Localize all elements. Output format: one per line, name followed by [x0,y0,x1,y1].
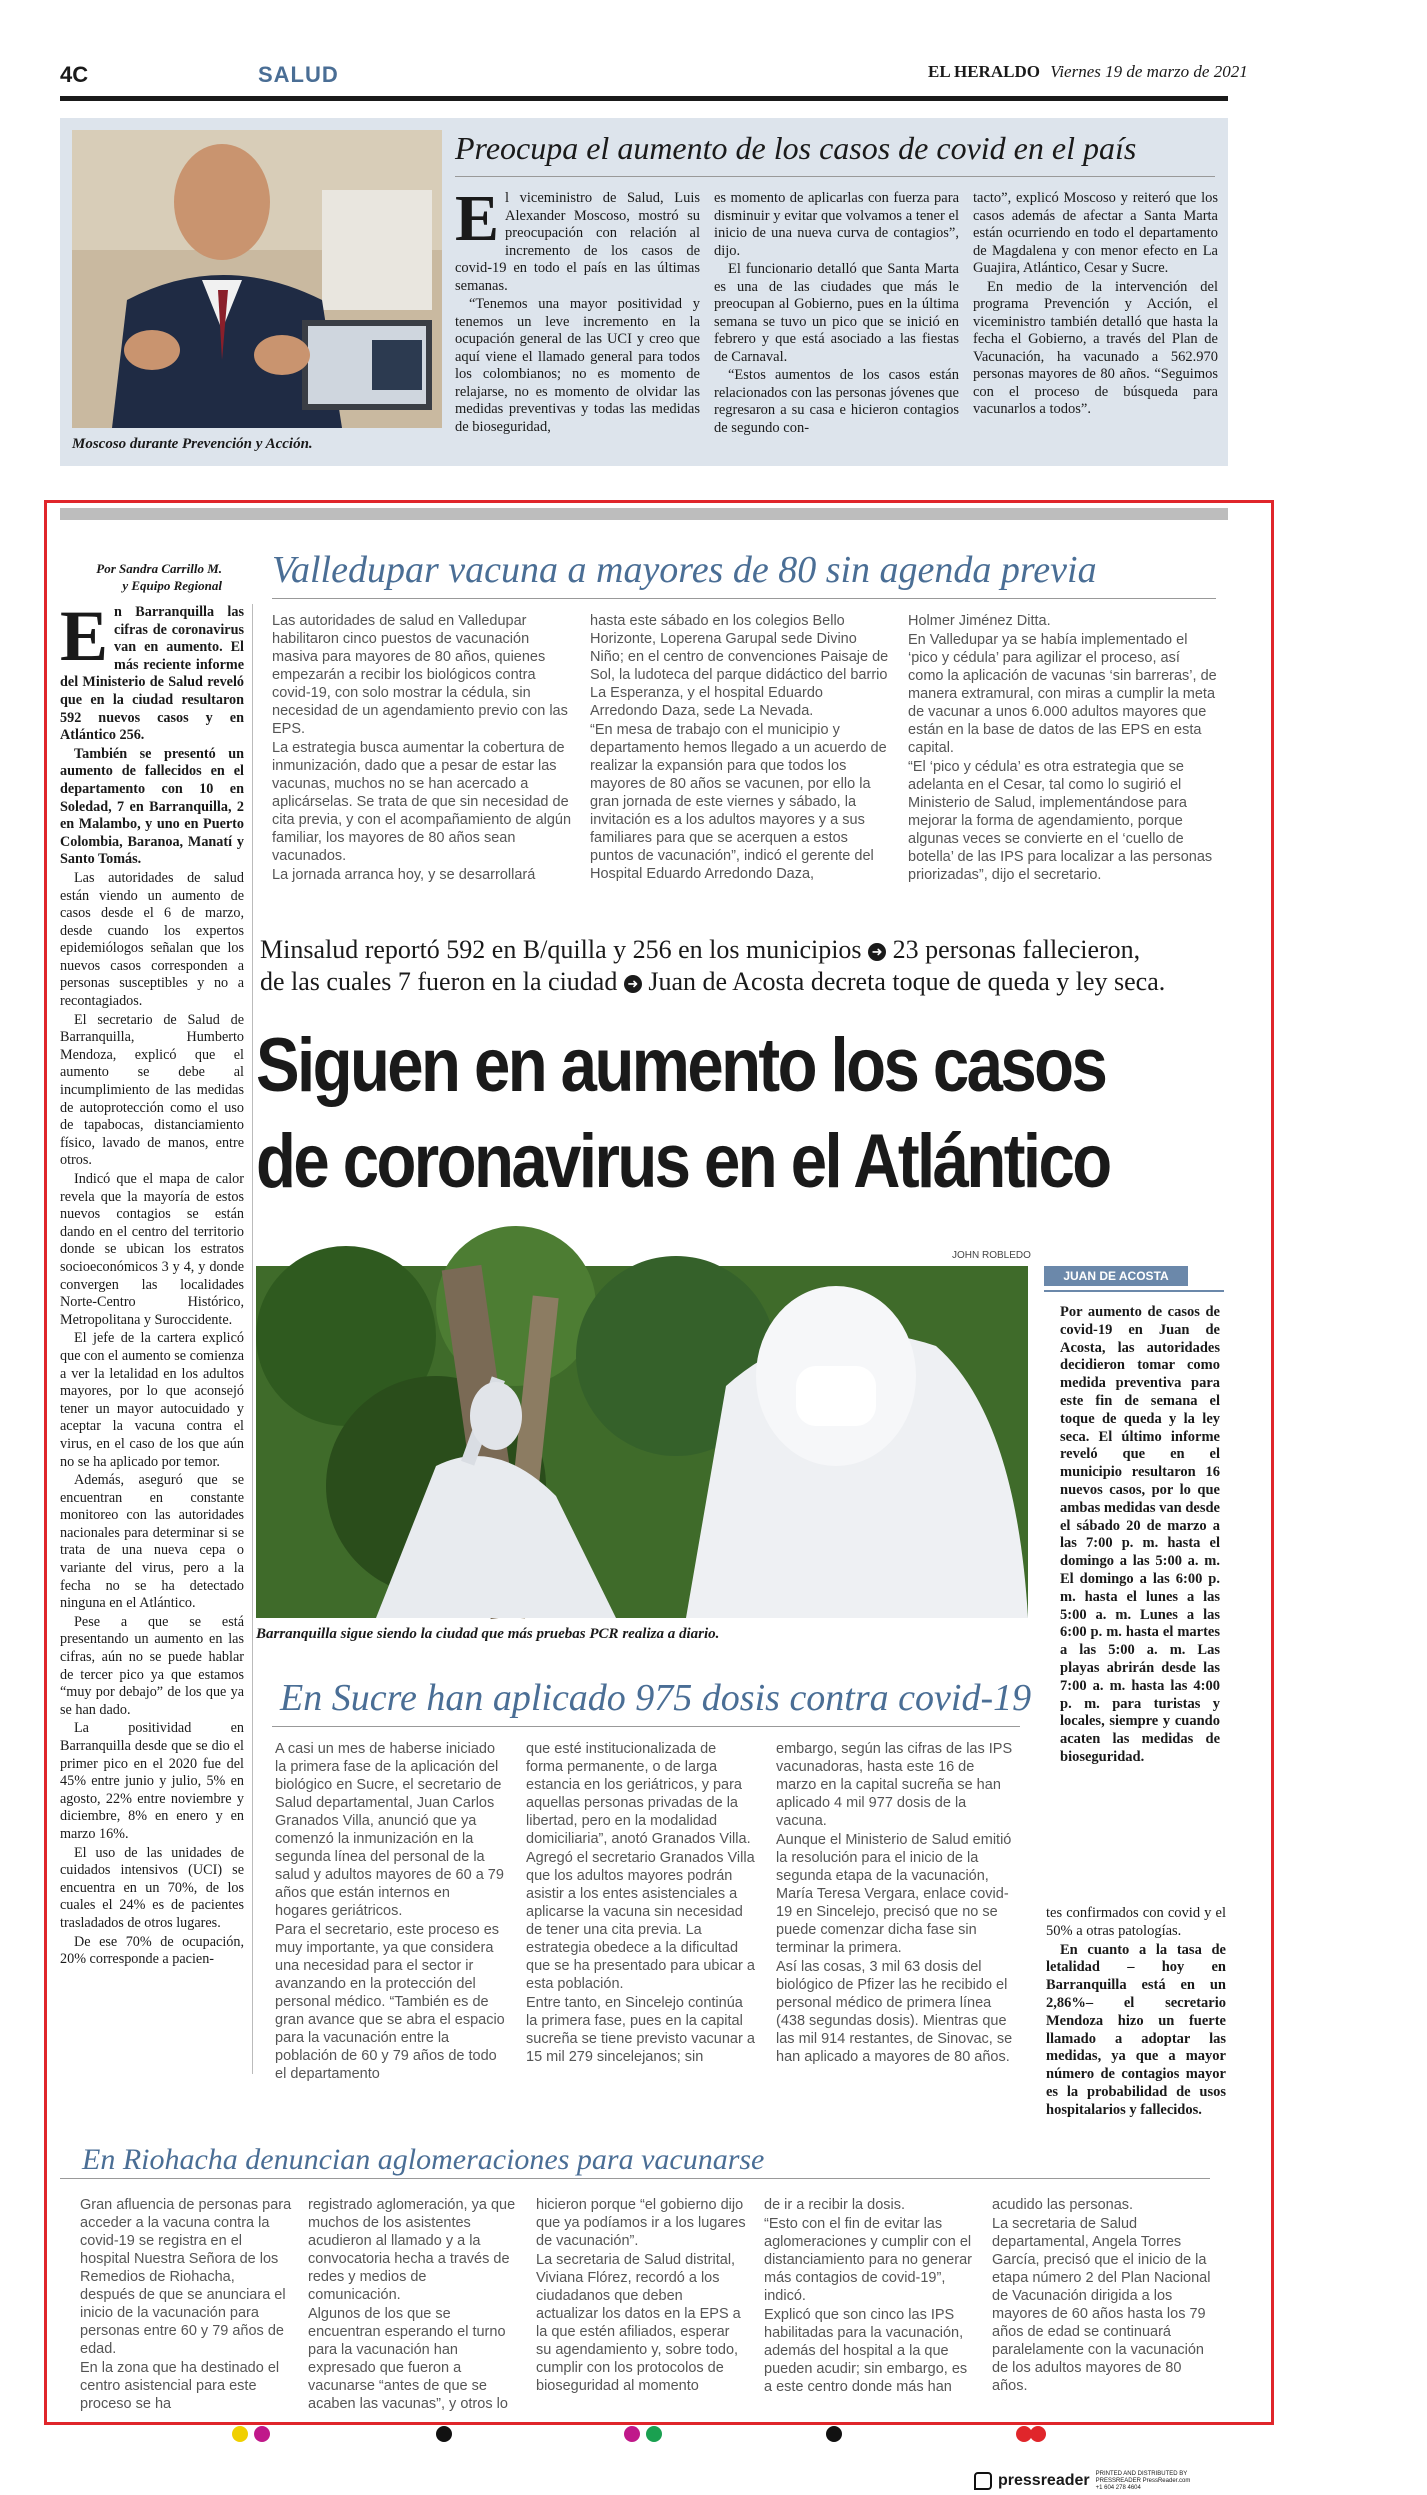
top-paragraph: “Estos aumentos de los casos están relacionados con las personas jóvenes que regresaron a su casa e hicieron contagios de segundo con- [714,367,959,436]
article-paragraph: El uso de las unidades de cuidados intensivos (UCI) se encuentra en un 70%, de los cuales el 24% es de pacientes trasladados de otros lugares. [60,1844,244,1931]
headline-line-1: Siguen en aumento los casos [256,1023,1106,1108]
sucre-paragraph: Para el secretario, este proceso es muy importante, ya que considera una necesidad para el sector ir avanzando en la protección del personal médico. “También es de gran avance que se abra el espacio para la vacunación entre la población de 60 y 79 años de todo el departamento [275,1922,505,2082]
pressreader-brand: pressreader [998,2472,1090,2489]
article-paragraph: La positividad en Barranquilla desde que se dio el primer pico en el 2020 fue del 45% entre junio y julio, 5% en agosto, 22% entre noviembre y diciembre, 8% en enero y en marzo 16%. [60,1720,244,1842]
article-paragraph: El jefe de la cartera explicó que con el aumento se comienza a ver la letalidad en los adultos mayores, por lo que aconsejó tener un mayor autocuidado y aceptar la vacuna contra el virus, en el caso de los que aún no se ha aplicado por temor. [60,1330,244,1470]
headline-line-2: de coronavirus en el Atlántico [256,1119,1110,1204]
right-continuation [1046,1905,1226,2118]
lead-paragraph: n Barranquilla las cifras de coronavirus van en aumento. El más reciente informe del Ministerio de Salud reveló que en la ciudad resultaron 592 nuevos casos y en Atlántico 256. [60,604,244,744]
section-bar [60,508,1228,520]
article-paragraph: Además, aseguró que se encuentran en constante monitoreo con las autoridades nacionales para determinar si se trata de una nueva cepa o variante del virus, pero a la fecha no se ha detectado ninguna en el Atlántico. [60,1472,244,1612]
sucre-paragraph: embargo, según las cifras de las IPS vacunadoras, hasta este 16 de marzo en la capital sucreña se han aplicado 4 mil 977 dosis de la vacuna. [776,1741,1013,1829]
valledupar-rule [272,598,1216,599]
riohacha-col4 [764,2196,976,2408]
riohacha-paragraph: Gran afluencia de personas para acceder a la vacuna contra la covid-19 se registra en el hospital Nuestra Señora de los Remedios de Riohacha, después de que se anunciara el inicio de la vacunación para personas entre 60 y 79 años de edad. [80,2197,292,2357]
sucre-paragraph: que esté institucionalizada de forma permanente, o de larga estancia en los geriátricos, y para aquellas personas privadas de la libertad, pero en la modalidad domiciliaria”, anotó Granados Villa. [526,1741,751,1847]
sucre-col1 [275,1740,505,2110]
riohacha-paragraph: En la zona que ha destinado el centro asistencial para este proceso se ha [80,2360,280,2412]
top-story-col3 [973,190,1218,460]
valledupar-paragraph: Holmer Jiménez Ditta. [908,613,1051,629]
valledupar-title: Valledupar vacuna a mayores de 80 sin agenda previa [272,549,1097,591]
top-paragraph: El funcionario detalló que Santa Marta es una de las ciudades que más le preocupan al Gobierno, pues en la última semana se tuvo un pico que se inició en febrero y que está asociado a las fiestas de Carnaval. [714,261,959,365]
deck-line-1 [260,934,1165,966]
riohacha-col2 [308,2196,520,2412]
top-story-col2 [714,190,959,460]
article-paragraph: El secretario de Salud de Barranquilla, Humberto Mendoza, explicó que el aumento se debe al incumplimiento de las medidas de autoprotección como el uso de tapabocas, distanciamiento físico, lavado de manos, entre otros. [60,1011,244,1169]
top-paragraph: l viceministro de Salud, Luis Alexander Moscoso, mostró su preocupación con relación al incremento de los casos de covid-19 en todo el país en las últimas semanas. [455,190,700,294]
registration-mark-icon [624,2426,640,2442]
riohacha-rule [60,2178,1210,2179]
issue-date: Viernes 19 de marzo de 2021 [1050,62,1248,81]
registration-mark-icon [826,2426,842,2442]
valledupar-paragraph: Las autoridades de salud en Valledupar habilitaron cinco puestos de vacunación masiva para mayores de 80 años, quienes empezarán a recibir los biológicos contra covid-19, con solo mostrar la cédula, sin necesidad de un agendamiento previo con las EPS. [272,613,568,737]
article-paragraph: tes confirmados con covid y el 50% a otras patologías. [1046,1905,1226,1939]
column-divider [252,604,253,2074]
article-paragraph: Indicó que el mapa de calor revela que la mayoría de estos nuevos contagios se están dando en el centro del territorio donde se ubican los estratos socioeconómicos 3 y 4, y donde convergen las localidades Norte-Centro Histórico, Metropolitana y Suroccidente. [60,1171,244,1328]
valledupar-paragraph: La estrategia busca aumentar la cobertura de inmunización, dado que a pesar de estar las vacunas, muchos no se han acercado a aplicárselas. Se trata de que sin necesidad de cita previa, y con el acompañamiento de algún familiar, los mayores de 80 años sean vacunados. [272,740,572,864]
article-paragraph: De ese 70% de ocupación, 20% corresponde a pacien- [60,1933,244,1968]
riohacha-paragraph: Algunos de los que se encuentran esperando el turno para la vacunación han expresado que fueron a vacunarse “antes de que se acaben las vacunas”, y otros lo [308,2306,508,2412]
masthead [928,62,1248,82]
main-headline [256,1018,1110,1210]
riohacha-col5 [992,2196,1212,2408]
sucre-col3 [776,1740,1016,2110]
top-dropcap: E [455,182,500,255]
article-paragraph: Pese a que se está presentando un aumento en las cifras, aún no se puede hablar de tercer pico ya que estamos “muy por debajo” de los que ya se han dado. [60,1613,244,1718]
valledupar-paragraph: “El ‘pico y cédula’ es otra estrategia que se adelanta en el Cesar, tal como lo sugirió el Ministerio de Salud, implementándose para mejorar la forma de agendamiento, porque algunas veces se convierte en el ‘cuello de botella’ de las IPS para localizar a las personas priorizadas”, dijo el secretario. [908,759,1213,883]
sidebar-label: JUAN DE ACOSTA [1044,1266,1188,1286]
sucre-paragraph: A casi un mes de haberse iniciado la primera fase de la aplicación del biológico en Sucre, el secretario de Salud departamental, Juan Carlos Granados Villa, anunció que ya comenzó la inmunización en la segunda línea del personal de la salud y adultos mayores de 60 a 79 años que están internos en hogares geriátricos. [275,1741,504,1919]
top-story-title: Preocupa el aumento de los casos de covid en el país [455,130,1137,166]
page-number: 4C [60,62,89,87]
registration-mark-icon [1030,2426,1046,2442]
top-paragraph: En medio de la intervención del programa Prevención y Acción, el viceministro también detalló que hasta la fecha el Gobierno, a través del Plan de Vacunación, ha vacunado a 562.970 personas mayores de 80 años. “Seguimos con el proceso de búsqueda para vacunarlos a todos”. [973,278,1218,417]
top-paragraph: “Tenemos una mayor positividad y tenemos un leve incremento en la ocupación general de las UCI y creo que aquí viene el llamado general para todos los colombianos; no es momento de relajarse, no es momento de olvidar las medidas preventivas y todas las medidas de bioseguridad, [455,296,700,435]
pressreader-logo-icon [974,2472,992,2490]
newspaper-name: EL HERALDO [928,62,1040,81]
riohacha-paragraph: hicieron porque “el gobierno dijo que ya podíamos ir a los lugares de vacunación”. [536,2197,746,2249]
byline-team: y Equipo Regional [122,578,222,593]
riohacha-col3 [536,2196,748,2408]
deck-line-2 [260,966,1165,998]
byline-author: Por Sandra Carrillo M. [96,561,222,576]
valledupar-col1 [272,612,572,888]
sucre-col2 [526,1740,756,2110]
photo-caption: Barranquilla sigue siendo la ciudad que más pruebas PCR realiza a diario. [256,1626,720,1642]
article-paragraph: Las autoridades de salud están viendo un aumento de casos desde el 6 de marzo, desde cuando los expertos epidemiólogos señalan que los nuevos casos corresponden a personas susceptibles y no a recontagiados. [60,869,244,1010]
section-label: SALUD [258,62,339,87]
valledupar-col2 [590,612,890,888]
sucre-title: En Sucre han aplicado 975 dosis contra covid-19 [280,1677,1032,1719]
deck-text: Minsalud reportó 592 en B/quilla y 256 en los municipios [260,935,862,964]
sucre-paragraph: Así las cosas, 3 mil 63 dosis del biológico de Pfizer las he recibido el personal médico de primera línea (438 segundas dosis). Mientras que las mil 914 restantes, de Sinovac, se han aplicado a mayores de 80 años. [776,1959,1013,2065]
sidebar-rule [1044,1290,1224,1292]
riohacha-paragraph: La secretaria de Salud distrital, Viviana Flórez, recordó a los ciudadanos que deben actualizar los datos en la EPS a la que estén afiliados, esperar su agendamiento y, sobre todo, cumplir con los protocolos de bioseguridad al momento [536,2252,741,2394]
top-title-rule [455,176,1215,177]
arrow-right-icon: ➜ [624,975,642,993]
top-story-box [60,118,1228,466]
riohacha-title: En Riohacha denuncian aglomeraciones para vacunarse [82,2143,765,2176]
registration-mark-icon [232,2426,248,2442]
arrow-right-icon: ➜ [868,943,886,961]
riohacha-paragraph: registrado aglomeración, ya que muchos de los asistentes acudieron al llamado y a la convocatoria hecha a través de redes y medios de comunicación. [308,2197,516,2303]
valledupar-col3 [908,612,1218,888]
deck-text: Juan de Acosta decreta toque de queda y ley seca. [648,967,1166,996]
deck [260,934,1165,998]
riohacha-paragraph: de ir a recibir la dosis. [764,2197,906,2213]
sidebar-text: Por aumento de casos de covid-19 en Juan de Acosta, las autoridades decidieron tomar como medida preventiva para este fin de semana el toque de queda y la ley seca. El último informe reveló que en el municipio resultaron 16 nuevos casos, por lo que ambas medidas van desde el sábado 20 de marzo a las 7:00 p. m. hasta el domingo a las 5:00 a. m. El domingo a las 6:00 p. m. hasta el lunes a las 5:00 a. m. Lunes a las 6:00 p. m. hasta el martes a las 5:00 a. m. Las playas abrirán desde las 7:00 a. m. hasta las 4:00 p. m. para turistas y locales, siempre y cuando acaten las medidas de bioseguridad. [1060,1304,1220,1765]
riohacha-paragraph: La secretaria de Salud departamental, Angela Torres García, precisó que el inicio de la etapa número 2 del Plan Nacional de Vacunación dirigida a los mayores de 60 años hasta los 79 años de edad se continuará paralelamente con la vacunación de los adultos mayores de 80 años. [992,2216,1211,2394]
left-article-column [60,596,244,2074]
registration-mark-icon [436,2426,452,2442]
photo-credit: JOHN ROBLEDO [952,1250,1031,1261]
deck-text: de las cuales 7 fueron en la ciudad [260,967,618,996]
article-paragraph: En cuanto a la tasa de letalidad – hoy en Barranquilla está en un 2,86%– el secretario Mendoza hizo un fuerte llamado a adoptar las medidas, ya que a mayor número de contagios mayor es la probabilidad de usos hospitalarios y fallecidos. [1046,1941,1226,2118]
valledupar-paragraph: hasta este sábado en los colegios Bello Horizonte, Loperena Garupal sede Divino Niño; en el centro de convenciones Paisaje de Sol, la ludoteca del parque didáctico del barrio La Esperanza, y el hospital Eduardo Arredondo Daza, sede La Nevada. [590,613,889,719]
sucre-paragraph: Entre tanto, en Sincelejo continúa la primera fase, pues en la capital sucreña se tiene previsto vacunar a 15 mil 279 sincelejanos; sin [526,1995,755,2065]
sucre-paragraph: Aunque el Ministerio de Salud emitió la resolución para el inicio de la segunda etapa de la vacunación, María Teresa Vergara, enlace covid-19 en Sincelejo, precisó que no se puede comenzar dicha fase sin terminar la primera. [776,1832,1012,1956]
pressreader-footer[interactable] [974,2470,1228,2492]
valledupar-paragraph: “En mesa de trabajo con el municipio y departamento hemos llegado a un acuerdo de realizar la expansión para que todos los mayores de 80 años se vacunen, por ello la gran jornada de este viernes y sábado, la invitación es a los adultos mayores y a sus familiares para que se acerquen a estos puntos de vacunación”, indicó el gerente del Hospital Eduardo Arredondo Daza, [590,722,887,882]
main-dropcap: E [60,596,109,676]
valledupar-paragraph: La jornada arranca hoy, y se desarrollará [272,867,536,883]
moscoso-photo [72,130,442,428]
riohacha-paragraph: Explicó que son cinco las IPS habilitadas para la vacunación, además del hospital a la que pueden acudir; sin embargo, es a este centro donde más han [764,2307,968,2395]
pressreader-small-print: PRINTED AND DISTRIBUTED BY PRESSREADER PressReader.com +1 604 278 4604 [1095,2470,1191,2491]
byline [82,560,222,594]
top-story-col1 [455,182,700,460]
sucre-paragraph: Agregó el secretario Granados Villa que los adultos mayores podrán asistir a los entes asistenciales a aplicarse la vacuna sin necesidad de tener una cita previa. La estrategia obedece a la dificultad que se ha presentado para ubicar a esta población. [526,1850,755,1992]
registration-mark-icon [646,2426,662,2442]
top-paragraph: es momento de aplicarlas con fuerza para disminuir y evitar que volvamos a tener el inicio de una nueva curva de contagios”, dijo. [714,190,959,259]
sucre-rule [272,1726,1020,1727]
valledupar-paragraph: En Valledupar ya se había implementado el ‘pico y cédula’ para agilizar el proceso, así como la aplicación de vacunas ‘sin barreras’, de manera extramural, con miras a cumplir la meta de vacunar a unos 6.000 adultos mayores que están en la base de datos de las EPS en esta capital. [908,632,1217,756]
top-photo-caption: Moscoso durante Prevención y Acción. [72,436,313,452]
riohacha-paragraph: acudido las personas. [992,2197,1134,2213]
top-paragraph: tacto”, explicó Moscoso y reiteró que los casos además de afectar a Santa Marta están ocurriendo en todo el departamento de Magdalena y con menor efecto en La Guajira, Atlántico, Cesar y Sucre. [973,190,1218,276]
riohacha-paragraph: “Esto con el fin de evitar las aglomeraciones y cumplir con el distanciamiento para no generar más contagios de covid-19”, indicó. [764,2216,972,2304]
riohacha-col1 [80,2196,292,2412]
deck-text: 23 personas fallecieron, [892,935,1141,964]
pcr-test-photo [256,1266,1028,1618]
header-rule [60,96,1228,101]
registration-mark-icon [254,2426,270,2442]
article-paragraph: También se presentó un aumento de fallecidos en el departamento con 10 en Soledad, 7 en Barranquilla, 2 en Malambo, y uno en Puerto Colombia, Baranoa, Manatí y Santo Tomás. [60,745,244,868]
